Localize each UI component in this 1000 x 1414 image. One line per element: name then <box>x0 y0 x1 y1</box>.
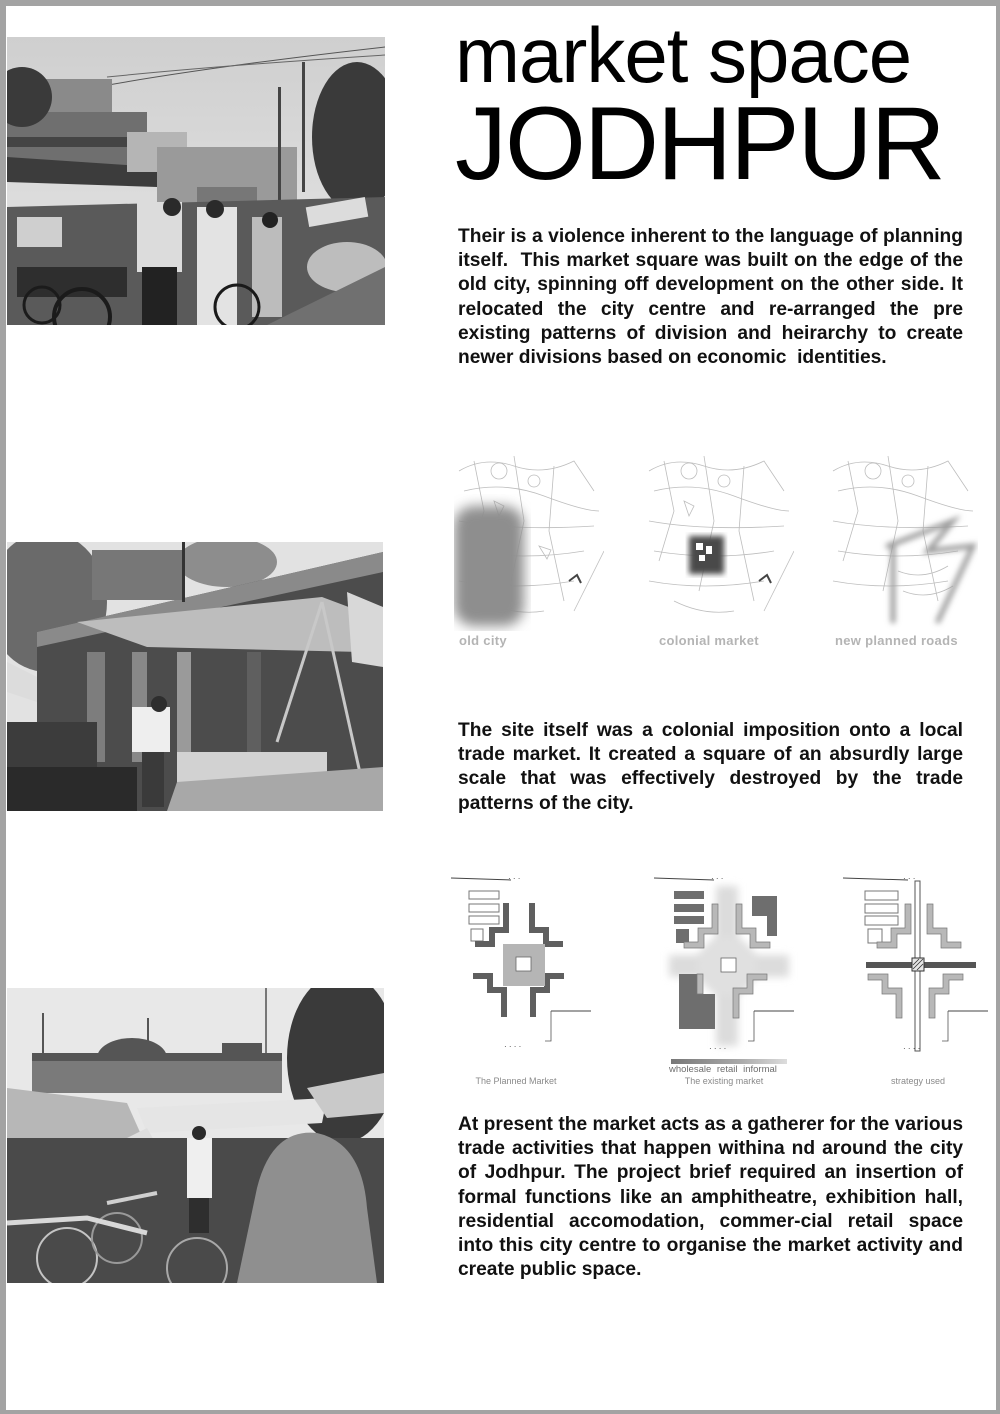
plan-caption-planned: The Planned Market <box>475 1076 557 1086</box>
scale-mark-icon: · · · · <box>504 1042 522 1051</box>
map-old-city <box>454 451 604 631</box>
scale-mark-icon: · · · <box>903 874 916 883</box>
map-label-old-city: old city <box>459 633 507 648</box>
map-label-colonial-market: colonial market <box>659 633 759 648</box>
plan-existing-market <box>649 866 809 1066</box>
scale-mark-icon: · · · · <box>903 1044 921 1053</box>
plan-caption-existing: The existing market <box>684 1076 764 1086</box>
plan-strategy-used <box>838 866 998 1066</box>
photo-market-tents <box>7 988 384 1283</box>
map-colonial-market <box>644 451 794 631</box>
plan-caption-strategy: strategy used <box>890 1076 946 1086</box>
map-new-planned-roads <box>828 451 978 631</box>
scale-mark-icon: · · · <box>711 874 724 883</box>
plan-legend <box>663 1059 793 1075</box>
paragraph-site: The site itself was a colonial imposition onto a local trade market. It created a square of an absurdly large scale that was effectively destroyed by the trade patterns of the city. <box>458 720 963 814</box>
paragraph-intro: Their is a violence inherent to the language of planning itself. This market square was built on the edge of the old city, spinning off development on the other side. It relocated the city centre and re-arranged the pre existing patterns of division and heirarchy to create newer divisions based on economic identities. <box>458 226 963 369</box>
title-line-1: market space <box>455 11 912 99</box>
title-line-2: JODHPUR <box>455 86 944 202</box>
plan-planned-market <box>446 866 606 1066</box>
scale-mark-icon: · · · <box>508 874 521 883</box>
scale-mark-icon: · · · · <box>709 1044 727 1053</box>
legend-text: wholesale retail informal <box>669 1064 777 1075</box>
photo-market-stall <box>7 542 383 811</box>
paragraph-present: At present the market acts as a gatherer for the various trade activities that happen withina nd around the city of Jodhpur. The project brief required an insertion of formal functions like an amphitheatre, exhibition hall, residential accomodation, commer-cial retail space into this city centre to organise the market activity and create public space. <box>458 1114 963 1281</box>
photo-market-street <box>7 37 385 325</box>
map-label-new-planned-roads: new planned roads <box>835 633 958 648</box>
poster-page <box>6 6 996 1410</box>
